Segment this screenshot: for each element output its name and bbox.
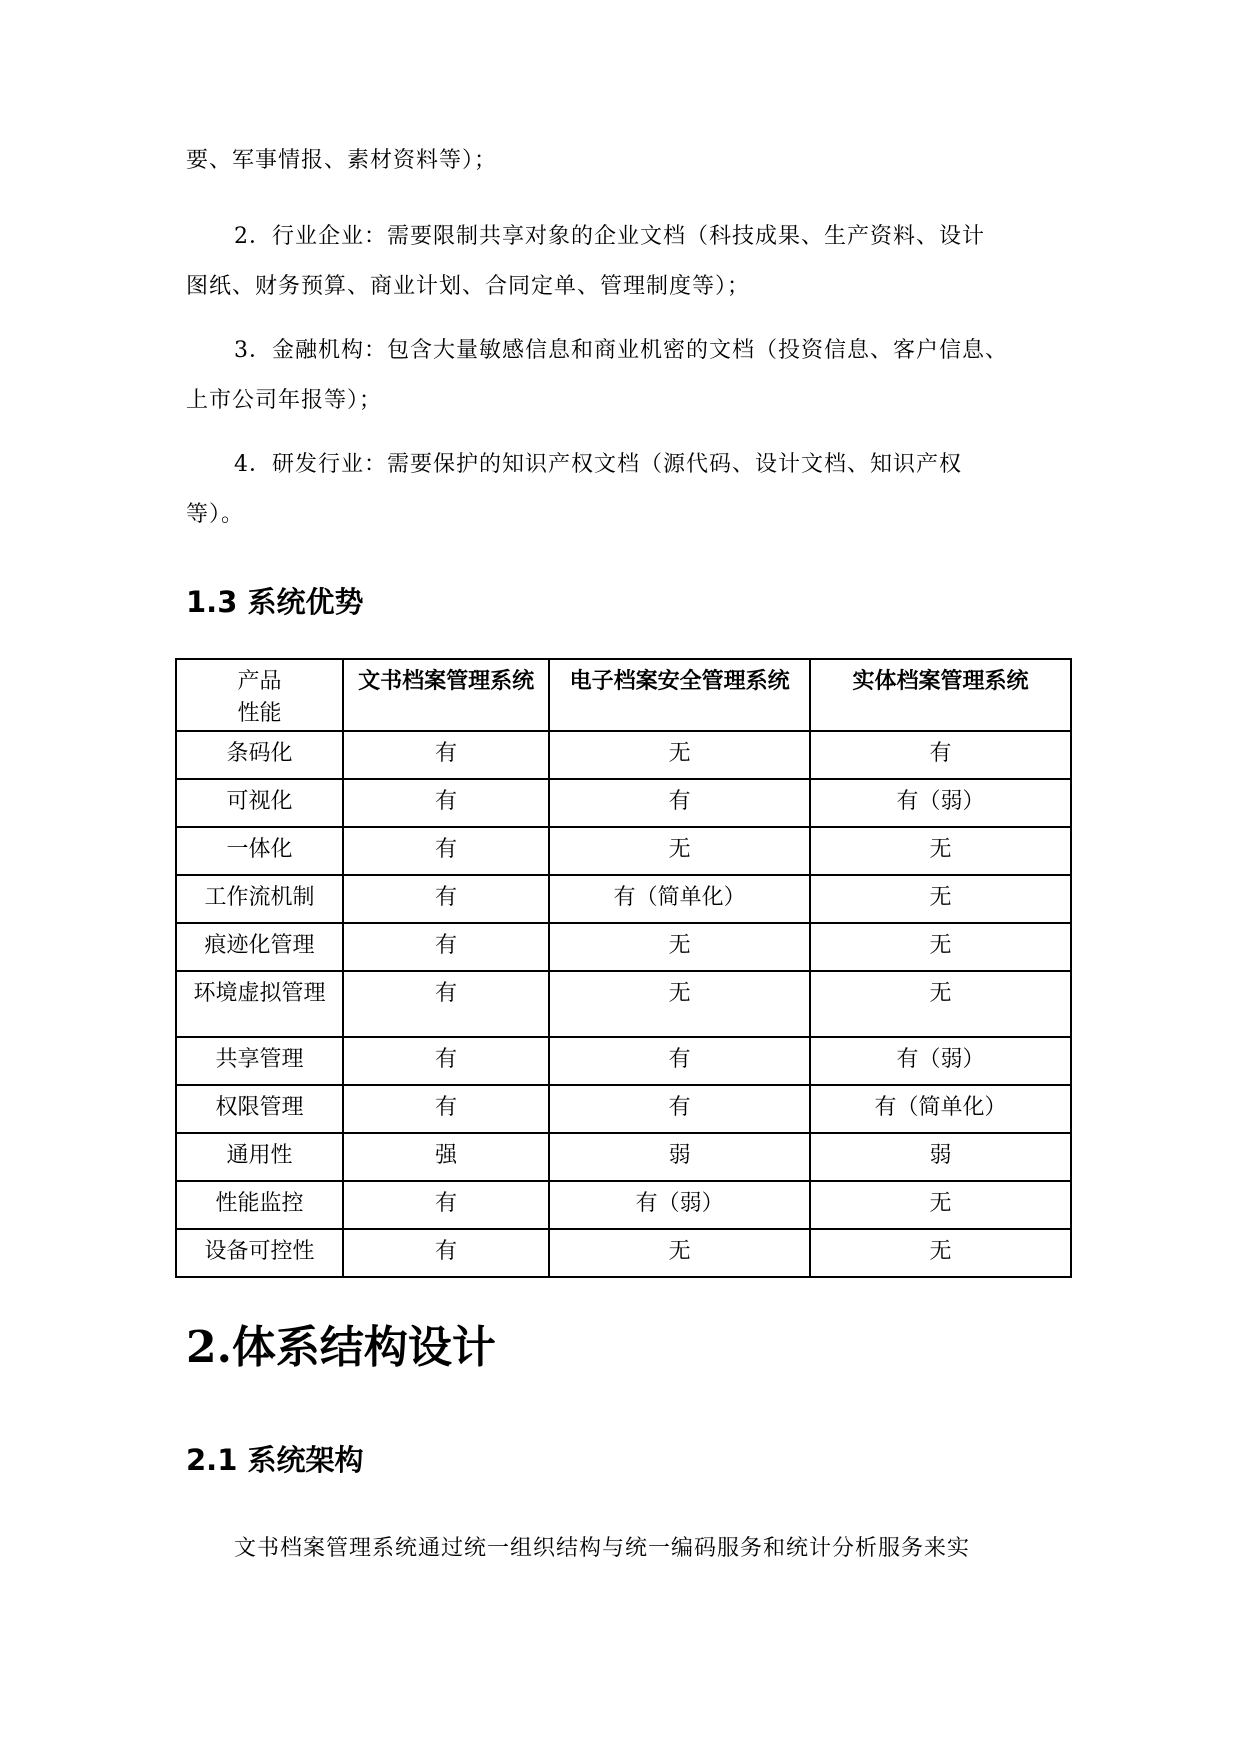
table-cell: 有 <box>343 1085 549 1133</box>
text-line: 要、军事情报、素材资料等）； <box>186 148 498 173</box>
section-heading-2-1: 2.1 系统架构 <box>186 1443 364 1477</box>
table-cell: 有 <box>343 923 549 971</box>
table-row <box>176 779 1071 827</box>
feature-cell: 可视化 <box>176 779 343 827</box>
table-cell: 无 <box>549 827 810 875</box>
table-cell: 有 <box>343 827 549 875</box>
table-row <box>176 971 1071 1037</box>
paragraph-system-architecture <box>186 1524 1046 1574</box>
table-cell: 无 <box>810 875 1071 923</box>
chapter-heading-2: 2.体系结构设计 <box>186 1322 496 1373</box>
table-row <box>176 923 1071 971</box>
table-cell: 有 <box>343 1181 549 1229</box>
table-cell: 有 <box>343 875 549 923</box>
text-line: 4．研发行业：需要保护的知识产权文档（源代码、设计文档、知识产权 <box>234 452 962 477</box>
table-cell: 无 <box>549 731 810 779</box>
table-cell: 无 <box>810 1229 1071 1277</box>
paragraph-item-2 <box>186 212 1046 312</box>
column-header: 文书档案管理系统 <box>343 659 549 731</box>
table-cell: 有 <box>343 1229 549 1277</box>
table-header-row <box>176 659 1071 731</box>
table-cell: 无 <box>810 971 1071 1037</box>
feature-cell: 一体化 <box>176 827 343 875</box>
feature-cell: 条码化 <box>176 731 343 779</box>
table-cell: 无 <box>549 923 810 971</box>
table-row <box>176 1229 1071 1277</box>
table-cell: 有（弱） <box>810 1037 1071 1085</box>
table-cell: 无 <box>810 923 1071 971</box>
feature-cell: 环境虚拟管理 <box>176 971 343 1037</box>
text-line: 等）。 <box>186 502 245 527</box>
table-cell: 有（弱） <box>810 779 1071 827</box>
text-line: 文书档案管理系统通过统一组织结构与统一编码服务和统计分析服务来实 <box>234 1536 971 1561</box>
feature-cell: 性能监控 <box>176 1181 343 1229</box>
table-cell: 强 <box>343 1133 549 1181</box>
table-cell: 有 <box>343 731 549 779</box>
table-row <box>176 827 1071 875</box>
column-header: 实体档案管理系统 <box>810 659 1071 731</box>
corner-label-performance: 性能 <box>237 701 282 726</box>
feature-cell: 痕迹化管理 <box>176 923 343 971</box>
table-cell: 有（简单化） <box>549 875 810 923</box>
table-cell: 有 <box>549 1085 810 1133</box>
feature-cell: 设备可控性 <box>176 1229 343 1277</box>
table-cell: 有（弱） <box>549 1181 810 1229</box>
table-row <box>176 1037 1071 1085</box>
table-cell: 有 <box>549 779 810 827</box>
table-row <box>176 1133 1071 1181</box>
feature-cell: 工作流机制 <box>176 875 343 923</box>
paragraph-item-4 <box>186 440 1046 540</box>
feature-cell: 通用性 <box>176 1133 343 1181</box>
table-cell: 有 <box>343 779 549 827</box>
table-corner-cell <box>176 659 343 731</box>
table-row <box>176 731 1071 779</box>
table-row <box>176 1181 1071 1229</box>
table-cell: 无 <box>549 971 810 1037</box>
table-cell: 有 <box>343 971 549 1037</box>
text-line: 2．行业企业：需要限制共享对象的企业文档（科技成果、生产资料、设计 <box>234 224 985 249</box>
table-cell: 弱 <box>810 1133 1071 1181</box>
column-header: 电子档案安全管理系统 <box>549 659 810 731</box>
table-cell: 有 <box>343 1037 549 1085</box>
feature-cell: 共享管理 <box>176 1037 343 1085</box>
table-cell: 有 <box>810 731 1071 779</box>
paragraph-item-3 <box>186 326 1046 426</box>
table-cell: 有 <box>549 1037 810 1085</box>
table-row <box>176 1085 1071 1133</box>
table-cell: 弱 <box>549 1133 810 1181</box>
table-cell: 无 <box>549 1229 810 1277</box>
paragraph-continuation <box>186 136 1046 186</box>
text-line: 上市公司年报等）； <box>186 388 383 413</box>
comparison-table <box>175 658 1072 1278</box>
text-line: 图纸、财务预算、商业计划、合同定单、管理制度等）； <box>186 274 751 299</box>
table-cell: 无 <box>810 827 1071 875</box>
feature-cell: 权限管理 <box>176 1085 343 1133</box>
corner-label-product: 产品 <box>237 669 282 694</box>
section-heading-1-3: 1.3 系统优势 <box>186 585 364 619</box>
table-row <box>176 875 1071 923</box>
table-cell: 有（简单化） <box>810 1085 1071 1133</box>
table-cell: 无 <box>810 1181 1071 1229</box>
text-line: 3．金融机构：包含大量敏感信息和商业机密的文档（投资信息、客户信息、 <box>234 338 1008 363</box>
